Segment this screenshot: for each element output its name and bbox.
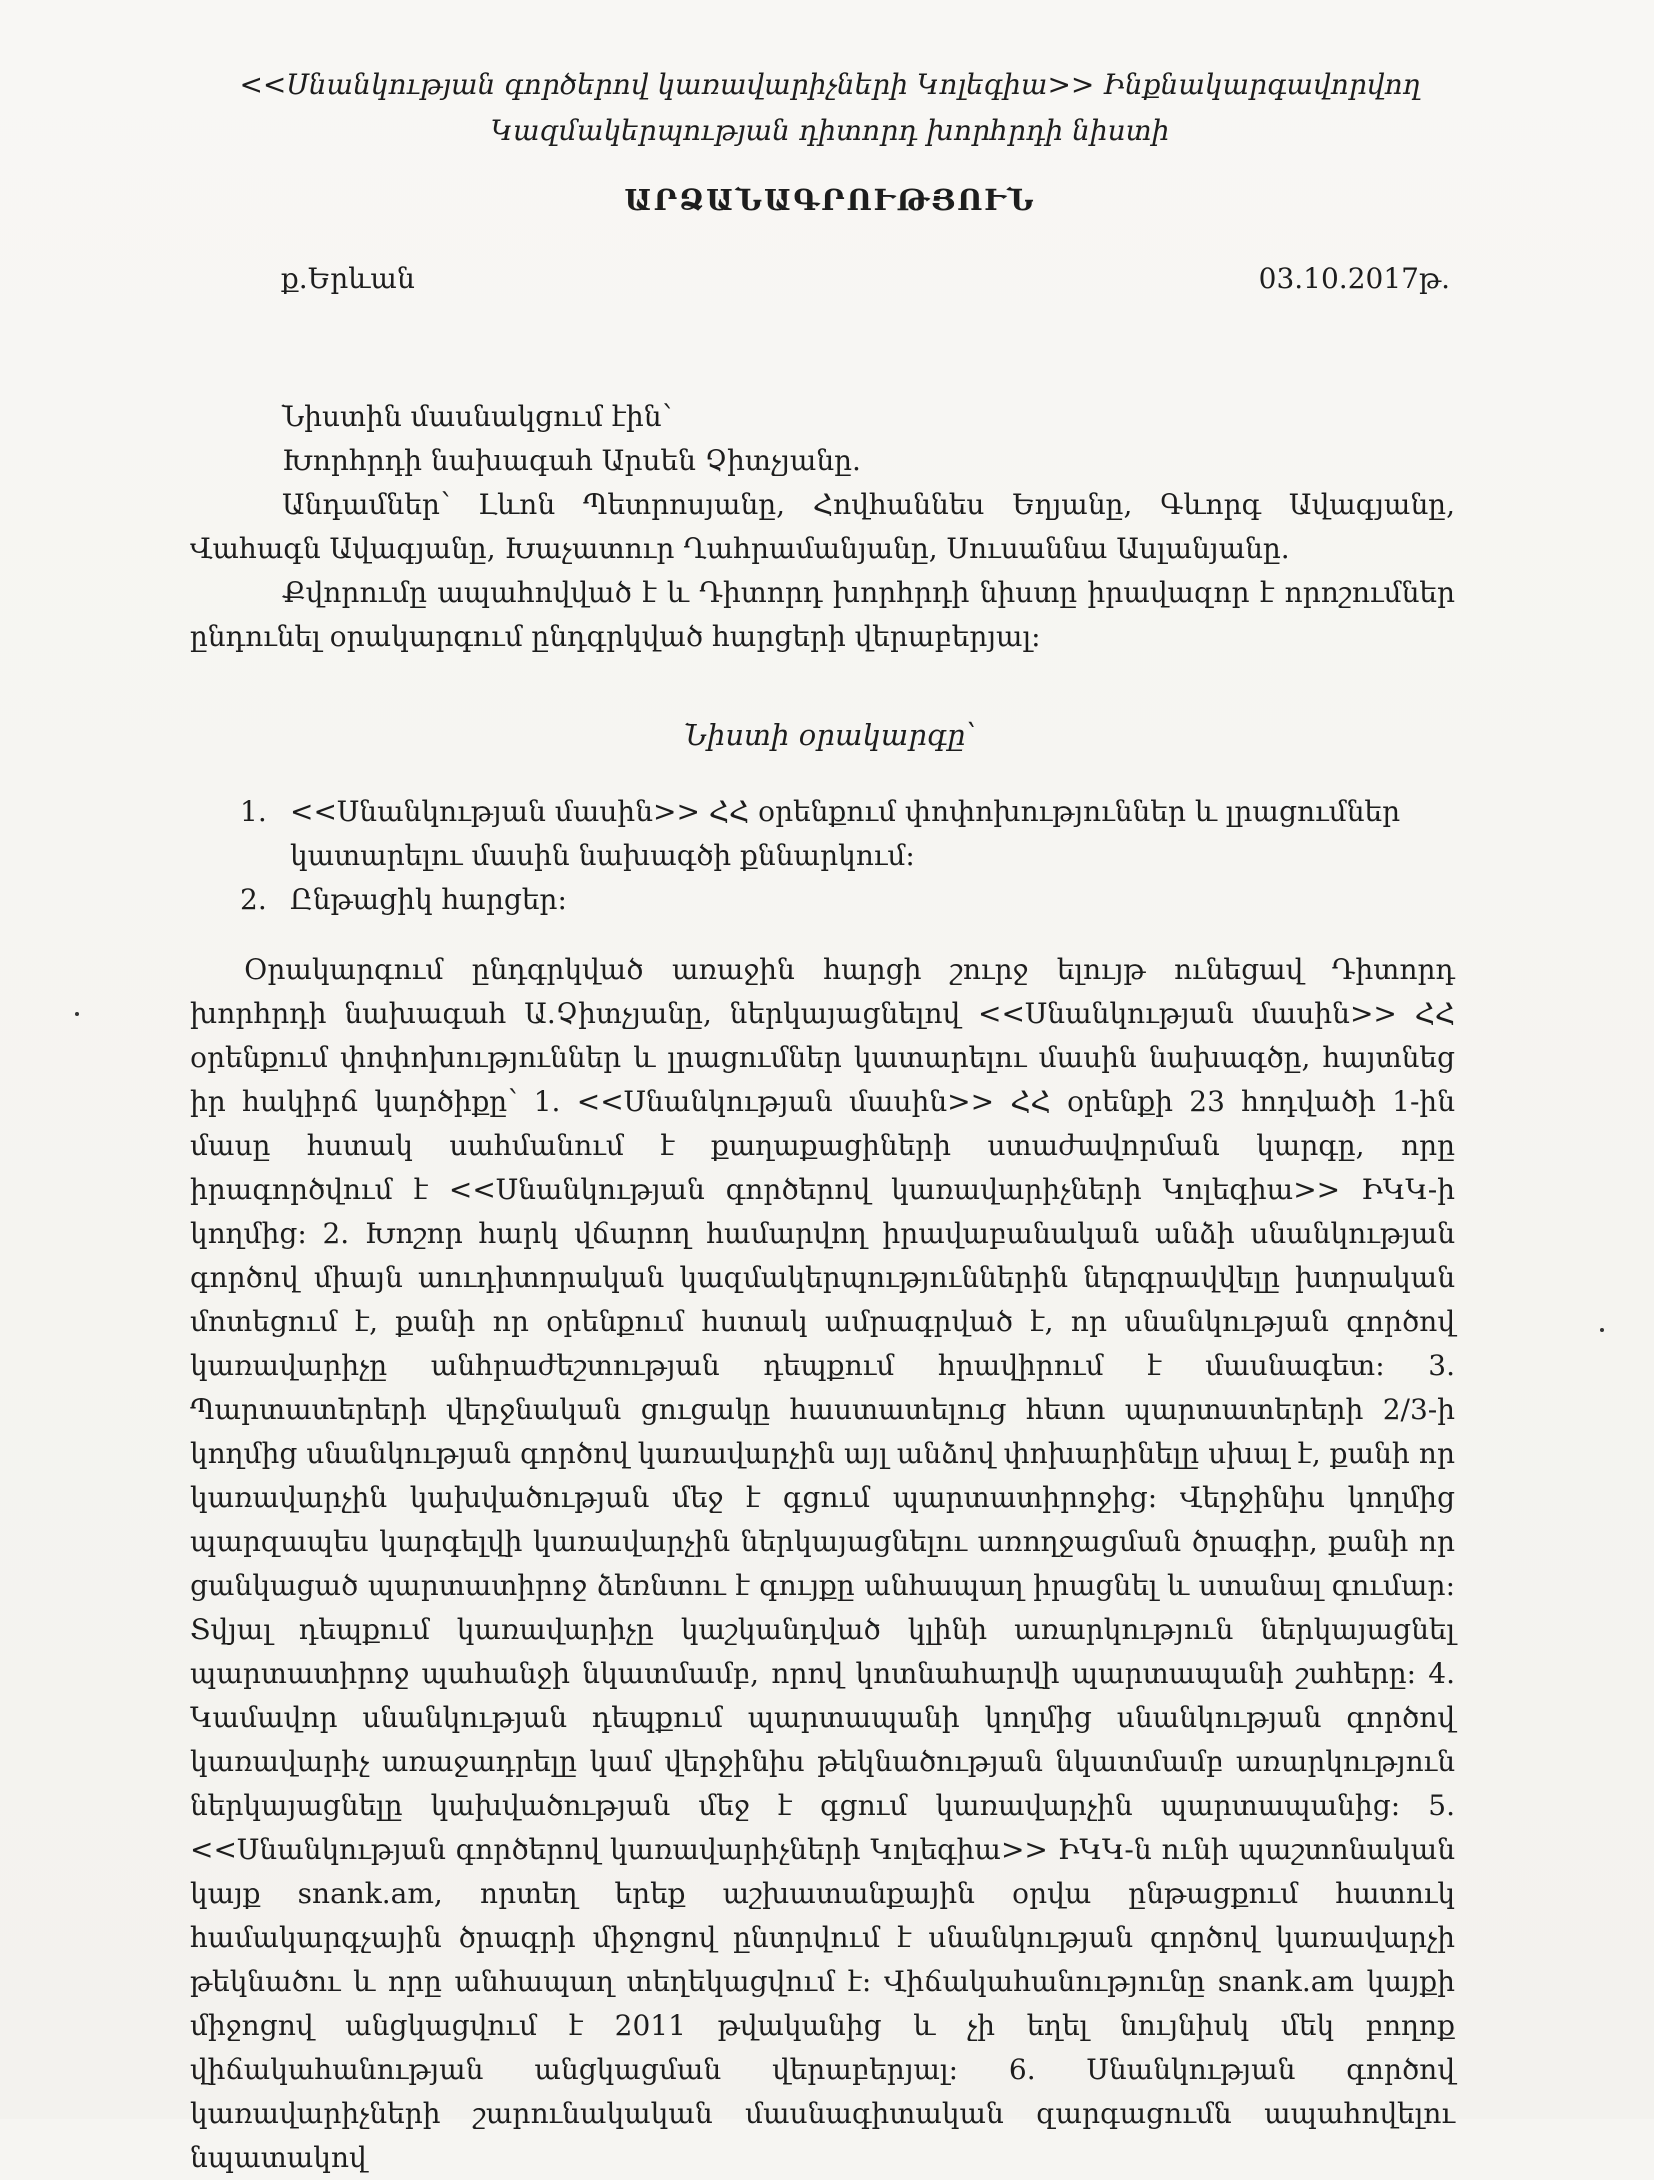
agenda-item-number: 1. [240, 795, 267, 828]
agenda-item [240, 790, 1455, 878]
attendance-members: Անդամներ՝ Լևոն Պետրոսյանը, Հովհաննես Եղյանը, Գևորգ Ավագյանը, Վահագն Ավագյանը, Խաչատուր Ղահրամանյանը, Սուսաննա Ասլանյանը. [190, 488, 1455, 565]
agenda-item-number: 2. [240, 883, 267, 916]
attendance-section [190, 395, 1455, 659]
city: ք.Երևան [281, 262, 415, 295]
attendance-intro: Նիստին մասնակցում էին՝ [282, 400, 672, 433]
agenda-item-text: <<Սնանկության մասին>> ՀՀ օրենքում փոփոխություններ և լրացումներ կատարելու մասին նախագծի քննարկում: [290, 795, 1401, 872]
body-paragraph: Օրակարգում ընդգրկված առաջին հարցի շուրջ ելույթ ունեցավ Դիտորդ խորհրդի նախագահ Ա.Չիտչյանը, ներկայացնելով <<Սնանկության մասին>> ՀՀ օրենքում փոփոխություններ և լրացումներ կատարելու մասին նախագծը, հայտնեց իր հակիրճ կարծիքը՝ 1. <<Սնանկության մասին>> ՀՀ օրենքի 23 հոդվածի 1-ին մասը հստակ սահմանում է քաղաքացիների ստաժավորման կարգը, որը իրագործվում է <<Սնանկության գործերով կառավարիչների Կոլեգիա>> ԻԿԿ-ի կողմից: 2. Խոշոր հարկ վճարող համարվող իրավաբանական անձի սնանկության գործով միայն աուդիտորական կազմակերպություններին ներգրավվելը խտրական մոտեցում է, քանի որ օրենքում հստակ ամրագրված է, որ սնանկության գործով կառավարիչը անհրաժեշտության դեպքում հրավիրում է մասնագետ: 3. Պարտատերերի վերջնական ցուցակը հաստատելուց հետո պարտատերերի 2/3-ի կողմից սնանկության գործով կառավարչին այլ անձով փոխարինելը սխալ է, քանի որ կառավարչին կախվածության մեջ է գցում պարտատիրոջից: Վերջինիս կողմից պարզապես կարգելվի կառավարչին ներկայացնելու առողջացման ծրագիր, քանի որ ցանկացած պարտատիրոջ ձեռնտու է գույքը անհապաղ իրացնել և ստանալ գումար: Տվյալ դեպքում կառավարիչը կաշկանդված կլինի առարկություն ներկայացնել պարտատիրոջ պահանջի նկատմամբ, որով կոտնահարվի պարտապանի շահերը: 4. Կամավոր սնանկության դեպքում պարտապանի կողմից սնանկության գործով կառավարիչ առաջադրելը կամ վերջինիս թեկնածության նկատմամբ առարկություն ներկայացնելը կախվածության մեջ է գցում կառավարչին պարտապանից: 5. <<Սնանկության գործերով կառավարիչների Կոլեգիա>> ԻԿԿ-ն ունի պաշտոնական կայք snank.am, որտեղ երեք աշխատանքային օրվա ընթացքում հատուկ համակարգչային ծրագրի միջոցով ընտրվում է սնանկության գործով կառավարչի թեկնածու և որը անհապաղ տեղեկացվում է: Վիճակահանությունը snank.am կայքի միջոցով անցկացվում է 2011 թվականից և չի եղել նույնիսկ մեկ բողոք վիճակահանության անցկացման վերաբերյալ: 6. Սնանկության գործով կառավարիչների շարունակական մասնագիտական զարգացումն ապահովելու նպատակով [190, 953, 1455, 2174]
header-line-2: Կազմակերպության դիտորդ խորհրդի նիստի [490, 114, 1170, 147]
attendance-chair: Խորհրդի նախագահ Արսեն Չիտչյանը. [282, 444, 861, 477]
agenda-item-text: Ընթացիկ հարցեր: [290, 883, 567, 916]
attendance-quorum: Քվորումը ապահովված է և Դիտորդ խորհրդի նիստը իրավազոր է որոշումներ ընդունել օրակարգում ընդգրկված հարցերի վերաբերյալ: [190, 576, 1455, 653]
agenda-list [240, 790, 1455, 922]
agenda-item [240, 878, 1455, 922]
date: 03.10.2017թ. [1258, 262, 1450, 295]
scan-speck [1600, 1328, 1604, 1332]
document-title: ԱՐՁԱՆԱԳՐՈՒԹՅՈՒՆ [624, 183, 1036, 217]
document-header [190, 62, 1470, 154]
header-line-1: <<Սնանկության գործերով կառավարիչների Կոլեգիա>> Ինքնակարգավորվող [239, 68, 1421, 101]
scan-speck [75, 1012, 79, 1016]
agenda-title: Նիստի օրակարգը՝ [683, 718, 977, 752]
